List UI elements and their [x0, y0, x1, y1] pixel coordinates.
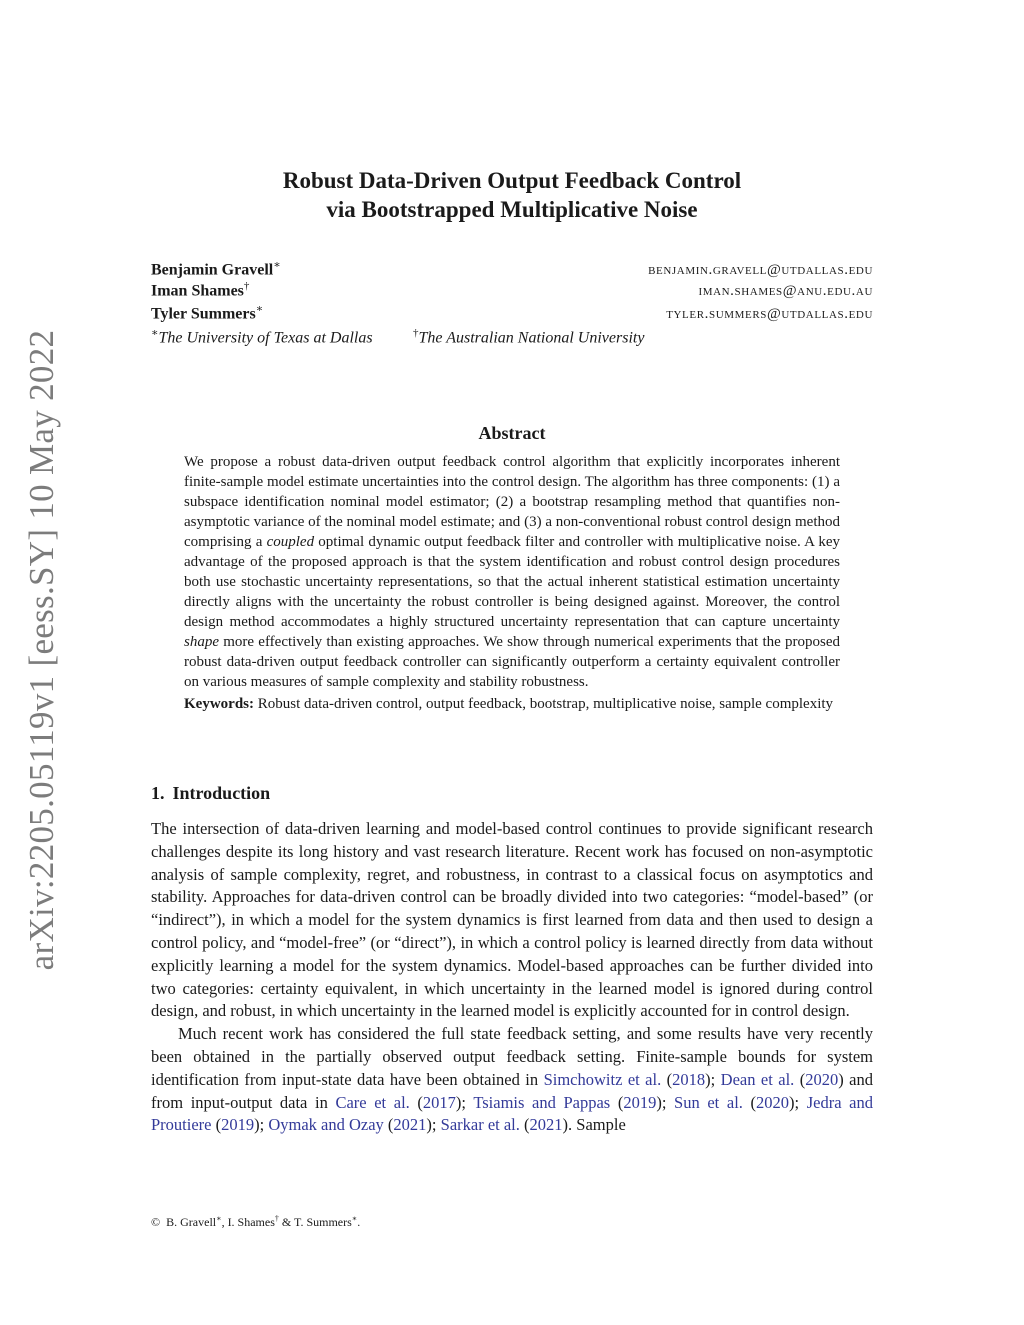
author-row	[151, 302, 873, 324]
abstract-text: We propose a robust data-driven output feedback control algorithm that explicitly incorporates inherent finite-sample model estimate uncertainties into the control design. The algorithm has three components: (1) a subspace identification nominal model estimator; (2) a bootstrap resampling method that quantifies non-asymptotic variance of the nominal model estimate; and (3) a non-conventional robust control design method comprising a	[184, 454, 840, 550]
footer-mark: †	[274, 1214, 279, 1223]
citation-year-link[interactable]: 2018	[672, 1069, 706, 1089]
keywords	[184, 694, 840, 714]
footer-text: , I. Shames	[221, 1215, 275, 1229]
citation-link[interactable]: Simchowitz et al.	[543, 1069, 662, 1089]
citation-link[interactable]: Oymak and Ozay	[268, 1115, 384, 1135]
footer-mark: ∗	[351, 1214, 358, 1223]
citation-link[interactable]: Care et al.	[335, 1092, 410, 1112]
author-name-text: Iman Shames	[151, 282, 244, 300]
author-name-text: Benjamin Gravell	[151, 261, 274, 279]
abstract-emphasis: shape	[184, 634, 219, 650]
abstract-text: optimal dynamic output feedback filter and controller with multiplicative noise. A key advantage of the proposed approach is that the system identification and robust control design procedures both use stochastic uncertainty representations, so that the actual inherent statistical estimation uncertainty directly aligns with the uncertainty the robust controller is being designed against. Moreover, the control design method accommodates a highly structured uncertainty representation that can capture uncertainty	[184, 534, 840, 630]
body-paragraph: Much recent work has considered the full state feedback setting, and some results have very recently been obtained in the partially observed output feedback setting. Finite-sample bounds for system identification from input-state data have been obtained in Simchowitz et al. (2018); Dean et al. (2020) and from input-output data in Care et al. (2017); Tsiamis and Pappas (2019); Sun et al. (2020); Jedra and Proutiere (2019); Oymak and Ozay (2021); Sarkar et al. (2021). Sample	[151, 1024, 873, 1135]
abstract-text: more effectively than existing approaches. We show through numerical experiments that the proposed robust data-driven output feedback controller can significantly outperform a certainty equivalent controller on various measures of sample complexity and stability robustness.	[184, 634, 840, 690]
section-heading	[151, 783, 270, 804]
paper-title	[0, 166, 1024, 224]
arxiv-identifier-stamp: arXiv:2205.05119v1 [eess.SY] 10 May 2022	[22, 329, 61, 971]
author-row	[151, 280, 873, 302]
paper-title-line-2: via Bootstrapped Multiplicative Noise	[326, 197, 698, 222]
paragraph-text: and from input-output data in	[151, 1069, 873, 1112]
paragraph-text: Sample	[572, 1115, 626, 1135]
citation-year-link[interactable]: 2019	[623, 1092, 657, 1112]
paragraph-text: Much recent work has considered the full state feedback setting, and some results have very recently been obtained in the partially observed output feedback setting. Finite-sample bounds for system identification from input-state data have been obtained in	[151, 1024, 873, 1089]
footer-mark: ∗	[216, 1214, 222, 1223]
citation-link[interactable]: Dean et al.	[720, 1069, 795, 1089]
author-email[interactable]: iman.shames@anu.edu.au	[698, 283, 873, 300]
body-text	[151, 818, 873, 1137]
keywords-list: Robust data-driven control, output feedback, bootstrap, multiplicative noise, sample complexity	[254, 696, 834, 712]
author-name-text: Tyler Summers	[151, 305, 256, 323]
footer-text: B. Gravell	[166, 1215, 217, 1229]
affiliation-mark: ∗	[151, 327, 159, 339]
copyright-symbol: ©	[151, 1215, 161, 1229]
affiliation	[151, 326, 413, 347]
citation-year-link[interactable]: 2020	[756, 1092, 790, 1112]
author-block	[151, 258, 873, 348]
author-affiliation-mark: ∗	[255, 303, 264, 315]
citation-year-link[interactable]: 2019	[221, 1115, 255, 1135]
paper-title-line-1: Robust Data-Driven Output Feedback Control	[282, 168, 742, 193]
copyright-footer	[151, 1214, 360, 1230]
abstract-body	[184, 452, 840, 714]
author-name	[151, 280, 249, 300]
abstract-emphasis: coupled	[266, 534, 315, 550]
citation-link[interactable]: Tsiamis and Pappas	[473, 1092, 611, 1112]
author-name	[151, 258, 281, 279]
section-title: Introduction	[172, 783, 271, 803]
section-number: 1.	[151, 783, 165, 803]
author-name	[151, 302, 263, 323]
citation-link[interactable]: Sun et al.	[674, 1092, 743, 1112]
citation-link[interactable]: Jedra and Proutiere	[151, 1092, 873, 1135]
citation-link[interactable]: Sarkar et al.	[440, 1115, 520, 1135]
author-row	[151, 258, 873, 280]
affiliations	[151, 326, 873, 348]
abstract-heading: Abstract	[478, 423, 546, 443]
affiliation	[413, 327, 644, 347]
affiliation-name: The University of Texas at Dallas	[158, 329, 373, 347]
footer-text: & T. Summers	[278, 1215, 352, 1229]
author-affiliation-mark: ∗	[273, 259, 281, 271]
keywords-label: Keywords:	[184, 696, 254, 712]
affiliation-name: The Australian National University	[418, 329, 645, 347]
abstract-paragraph	[184, 452, 840, 692]
citation-year-link[interactable]: 2017	[422, 1092, 456, 1112]
author-email[interactable]: benjamin.gravell@utdallas.edu	[648, 262, 873, 279]
body-paragraph: The intersection of data-driven learning and model-based control continues to provide significant research challenges despite its long history and vast research literature. Recent work has focused on non-asymptotic analysis of sample complexity, regret, and robustness, in contrast to a classical focus on asymptotics and stability. Approaches for data-driven control can be broadly divided into two categories: “model-based” (or “indirect”), in which a model for the system dynamics is first learned from data and then used to design a control policy, and “model-free” (or “direct”), in which a control policy is learned directly from data without explicitly learning a model for the system dynamics. Model-based approaches can be further divided into two categories: certainty equivalent, in which uncertainty in the learned model is ignored during control design, and robust, in which uncertainty in the learned model is explicitly accounted for in control design.	[151, 819, 873, 1021]
citation-year-link[interactable]: 2021	[393, 1115, 427, 1135]
citation-year-link[interactable]: 2021	[529, 1115, 563, 1135]
footer-text: .	[357, 1215, 361, 1229]
author-email[interactable]: tyler.summers@utdallas.edu	[666, 306, 873, 323]
citation-year-link[interactable]: 2020	[805, 1069, 839, 1089]
author-affiliation-mark: †	[243, 280, 250, 292]
affiliation-mark: †	[413, 327, 419, 339]
